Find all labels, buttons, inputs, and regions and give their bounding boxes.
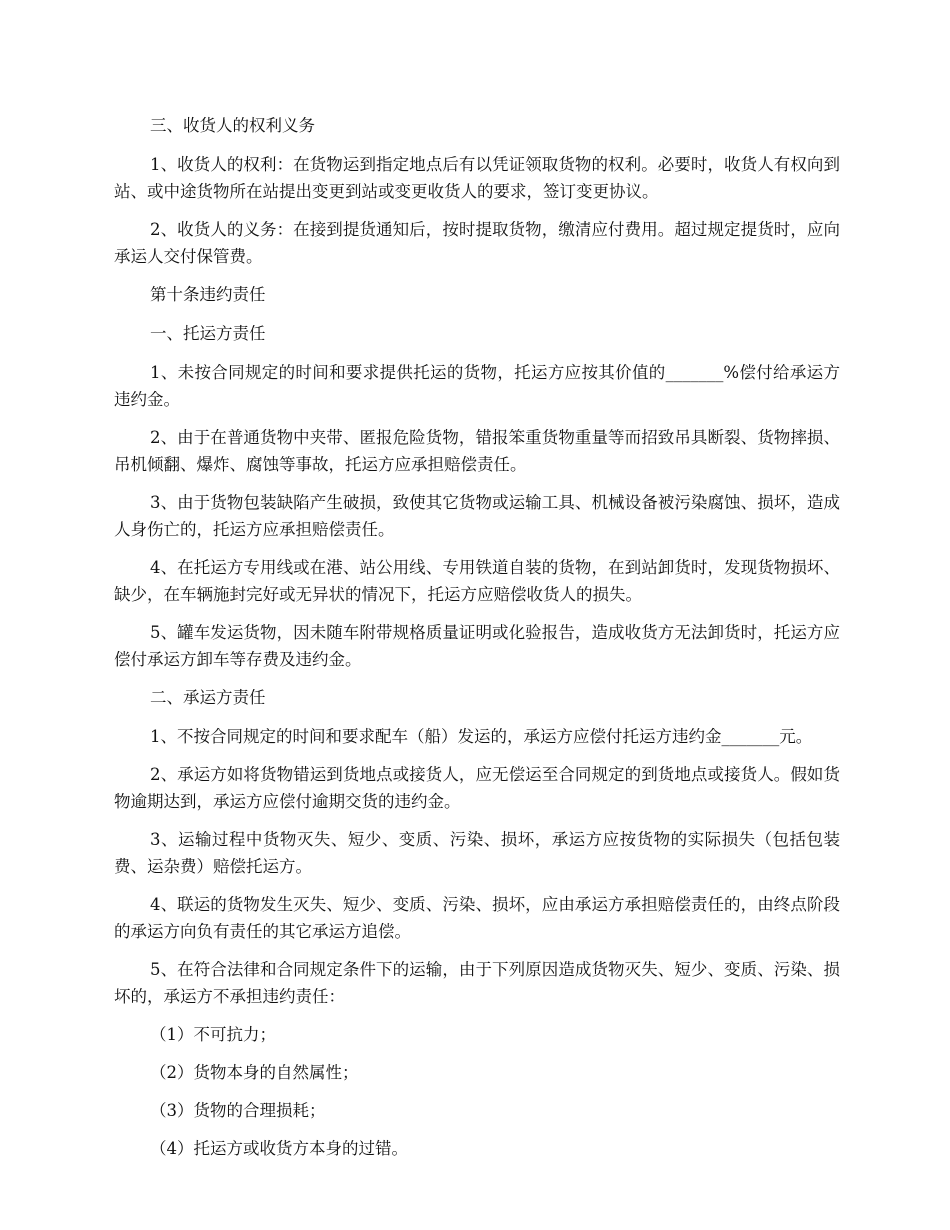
section-heading: 二、承运方责任 [150, 688, 266, 707]
article-heading: 第十条违约责任 [150, 285, 266, 304]
paragraph: 2、由于在普通货物中夹带、匿报危险货物，错报笨重货物重量等而招致吊具断裂、货物摔损、吊机倾翻、爆炸、腐蚀等事故，托运方应承担赔偿责任。 [114, 428, 840, 474]
paragraph: 4、联运的货物发生灭失、短少、变质、污染、损坏，应由承运方承担赔偿责任的，由终点阶段的承运方向负有责任的其它承运方追偿。 [114, 895, 840, 941]
list-item: （4）托运方或收货方本身的过错。 [150, 1139, 408, 1158]
list-item: （2）货物本身的自然属性； [150, 1063, 359, 1082]
list-item: （3）货物的合理损耗； [150, 1101, 326, 1120]
paragraph: 2、承运方如将货物错运到货地点或接货人，应无偿运至合同规定的到货地点或接货人。假如货物逾期达到，承运方应偿付逾期交货的违约金。 [114, 765, 840, 811]
paragraph: 1、未按合同规定的时间和要求提供托运的货物，托运方应按其价值的_______%偿付给承运方违约金。 [114, 363, 840, 409]
paragraph: 1、收货人的权利：在货物运到指定地点后有以凭证领取货物的权利。必要时，收货人有权向到站、或中途货物所在站提出变更到站或变更收货人的要求，签订变更协议。 [114, 155, 840, 201]
paragraph: 5、在符合法律和合同规定条件下的运输，由于下列原因造成货物灭失、短少、变质、污染、损坏的，承运方不承担违约责任： [114, 960, 840, 1006]
paragraph: 2、收货人的义务：在接到提货通知后，按时提取货物，缴清应付费用。超过规定提货时，应向承运人交付保管费。 [114, 220, 840, 266]
paragraph: 3、运输过程中货物灭失、短少、变质、污染、损坏，承运方应按货物的实际损失（包括包装费、运杂费）赔偿托运方。 [114, 830, 840, 876]
paragraph: 1、不按合同规定的时间和要求配车（船）发运的，承运方应偿付托运方违约金_______元。 [150, 727, 813, 746]
paragraph: 4、在托运方专用线或在港、站公用线、专用铁道自装的货物，在到站卸货时，发现货物损坏、缺少，在车辆施封完好或无异状的情况下，托运方应赔偿收货人的损失。 [114, 558, 840, 604]
paragraph: 5、罐车发运货物，因未随车附带规格质量证明或化验报告，造成收货方无法卸货时，托运方应偿付承运方卸车等存费及违约金。 [114, 623, 840, 669]
list-item: （1）不可抗力； [150, 1025, 276, 1044]
section-heading: 一、托运方责任 [150, 324, 266, 343]
paragraph: 3、由于货物包装缺陷产生破损，致使其它货物或运输工具、机械设备被污染腐蚀、损坏，造成人身伤亡的，托运方应承担赔偿责任。 [114, 493, 840, 539]
section-heading: 三、收货人的权利义务 [150, 116, 315, 135]
